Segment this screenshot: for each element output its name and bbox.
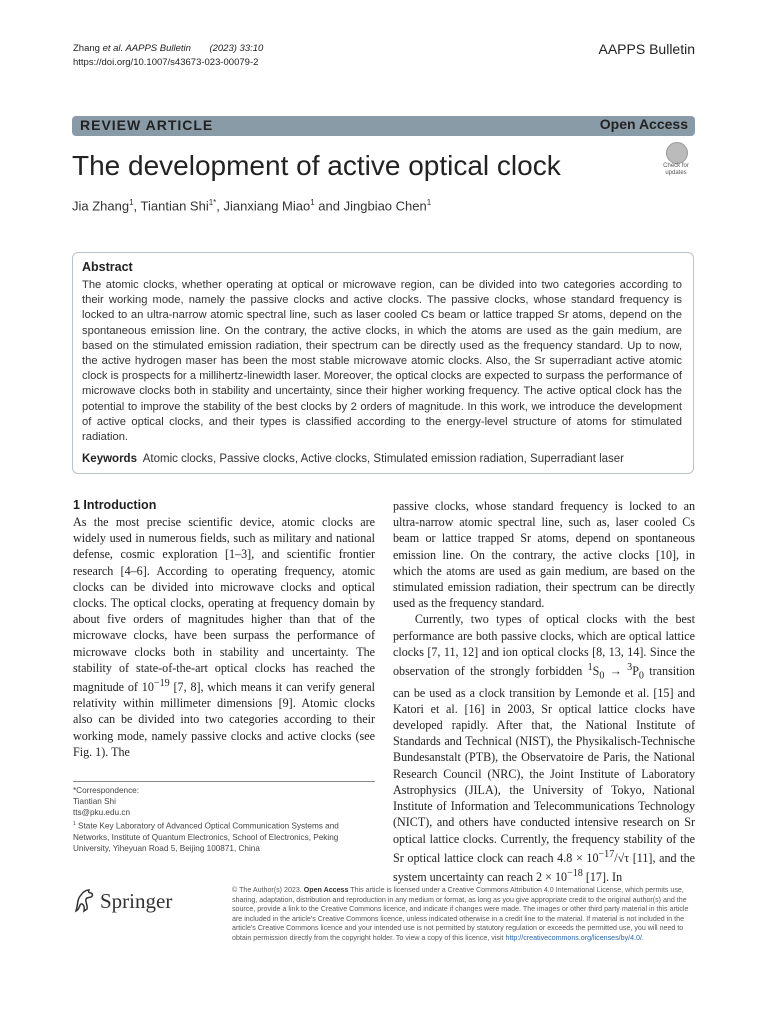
body-column-right <box>393 498 695 885</box>
citation-authors: Zhang <box>73 43 100 54</box>
transition-arrow: → <box>604 664 628 679</box>
paper-title: The development of active optical clock <box>72 150 561 181</box>
body-text: /√τ [11], and the system uncertainty can reach 2 × 10 <box>393 850 695 884</box>
body-text: As the most precise scientific device, atomic clocks are widely used in numerous fields, such as military and national defense, cosmic exploration [1–3], and scientific frontier research [4–6]. According to operating frequency, atomic clocks can be divided into microwave clocks and optical clocks. The optical clocks, operating at frequency domain by about five orders of magnitudes higher than that of the microwave clocks, have been surpass the performance of microwave clocks both in stability and uncertainty. The stability of state-of-the-art optical clocks has reached the magnitude of 10 <box>73 515 375 695</box>
author-affiliation-mark: 1 <box>426 198 432 207</box>
license-copyright: © The Author(s) 2023. <box>232 886 304 894</box>
term-superscript: 3 <box>627 662 633 674</box>
check-for-updates-badge[interactable] <box>656 142 696 180</box>
springer-wordmark: Springer <box>100 889 173 913</box>
author-affiliation-mark: 1* <box>208 198 217 207</box>
author-conjunction: and <box>314 198 344 214</box>
term-superscript: 1 <box>587 662 593 674</box>
exponent: −17 <box>598 848 615 860</box>
correspondence-email[interactable]: tts@pku.edu.cn <box>73 808 131 818</box>
body-text: Currently, two types of optical clocks with the best performance are both passive clocks, which are optical lattice clocks [7, 11, 12] and ion optical clocks [8, 13, 14]. Since the observation of the strongly forbidden <box>393 612 695 679</box>
footnote-line: *Correspondence: <box>73 786 139 795</box>
affiliation-line: State Key Laboratory of Advanced Optical Communication Systems and Networks, Institute of Quantum Electronics, School of Electronics, Peking University, Yiheyuan Road 5, Beijing 100871, China <box>73 821 339 853</box>
section-heading: 1 Introduction <box>73 498 157 512</box>
author-name: Tiantian Shi <box>140 198 209 214</box>
springer-horse-icon <box>72 887 96 913</box>
author-affiliation-mark: 1 <box>129 198 134 207</box>
article-type-label: REVIEW ARTICLE <box>80 117 214 133</box>
correspondence-footnote <box>73 785 375 854</box>
term-symbol: S <box>592 664 600 679</box>
open-access-label: Open Access <box>599 116 688 132</box>
footnote-line: Tiantian Shi <box>73 797 116 807</box>
author-name: Jingbiao Chen <box>343 198 427 214</box>
citation-header <box>73 42 263 70</box>
term-symbol: P <box>632 664 639 679</box>
springer-logo <box>72 885 192 919</box>
body-text: [17]. In <box>582 869 623 884</box>
license-open-access: Open Access <box>303 886 349 894</box>
citation-volume: (2023) 33:10 <box>209 43 264 54</box>
abstract-heading: Abstract <box>82 260 133 274</box>
license-notice <box>232 886 694 944</box>
author-name: Jia Zhang <box>72 198 130 214</box>
author-name: Jianxiang Miao <box>223 198 311 214</box>
term-subscript: 0 <box>599 670 605 682</box>
check-updates-icon <box>666 142 688 164</box>
license-end: . <box>641 933 644 942</box>
author-affiliation-mark: 1 <box>310 198 315 207</box>
keywords-label: Keywords <box>82 453 137 465</box>
citation-journal: et al. AAPPS Bulletin <box>102 43 191 54</box>
body-column-left <box>73 514 375 760</box>
keywords-list: Atomic clocks, Passive clocks, Active clocks, Stimulated emission radiation, Superradiant laser <box>142 453 625 465</box>
body-text: [7, 8], which means it can verify general relativity within millimeter dimensions [9]. Atomic clocks also can be divided into two categories according to their working mode, namely passive clocks and active clocks (see Fig. 1). The <box>73 680 375 759</box>
footnote-divider <box>73 781 375 782</box>
license-url[interactable]: http://creativecommons.org/licenses/by/4.0/ <box>505 933 642 942</box>
term-subscript: 0 <box>638 670 644 682</box>
abstract-text: The atomic clocks, whether operating at optical or microwave region, can be divided into two categories according to their working mode, namely the passive clocks and active clocks. The passive clocks, whose standard frequency is locked to an ultra-narrow atomic spectral line, such as laser cooled Cs beam or lattice trapped Sr atoms, depend on the spontaneous emission line. On the contrary, the active clocks, in which the atoms are used as the gain medium, are based on the stimulated emission radiation, their spectrum can be directly used as the frequency standard. Up to now, the active hydrogen maser has been the most stable microwave atomic clocks. Also, the Sr superradiant active atomic clock is prospects for a millihertz-linewidth laser. Moreover, the optical clocks are expected to surpass the performance of microwave clocks both in stability and uncertainty, since their higher working frequency. The active optical clock has the potential to improve the stability of the best clocks by 2 orders of magnitude. In this work, we introduce the development of active optical clocks, and their types is classified according to the energy-level structure of atoms for stimulated radiation. <box>82 279 682 444</box>
affiliation-mark: 1 <box>73 820 76 827</box>
keywords-line <box>82 453 687 465</box>
check-updates-label: Check for updates <box>663 163 689 176</box>
license-text: This article is licensed under a Creative Commons Attribution 4.0 International License, which permits use, sharing, adaptation, distribution and reproduction in any medium or format, as long as you give appropriate credit to the original author(s) and the source, provide a link to the Creative Commons licence, and indicate if changes were made. The images or other third party material in this article are included in the article's Creative Commons licence, unless indicated otherwise in a credit line to the material. If material is not included in the article's Creative Commons licence and your intended use is not permitted by statutory regulation or exceeds the permitted use, you will need to obtain permission directly from the copyright holder. To view a copy of this licence, visit <box>232 886 689 942</box>
body-text: transition can be used as a clock transition by Lemonde et al. [15] and Katori et al. [16] in 2003, Sr optical lattice clocks have developed rapidly. After that, the National Institute of Standards and Technical (NIST), the Physikalisch-Technische Bundesanstalt (PTB), the Observatoire de Paris, the National Research Council (NRC), the Joint Institute of Laboratory Astrophysics (JILA), the University of Tokyo, National Institute of Information and Telecommunications Technology (NICT), and others have conducted intensive research on Sr optical lattice clocks. Currently, the frequency stability of the Sr optical lattice clock can reach 4.8 × 10 <box>393 664 695 865</box>
exponent: −18 <box>567 867 583 879</box>
exponent: −19 <box>153 678 170 690</box>
journal-name: AAPPS Bulletin <box>598 41 695 57</box>
author-list: Jia Zhang$^1$, Tiantian Shi$^{1*}$, Jianxiang Miao$^1$ and Jingbiao Chen$^1$ <box>72 198 432 214</box>
doi-link[interactable]: https://doi.org/10.1007/s43673-023-00079-2 <box>73 57 259 68</box>
body-text: passive clocks, whose standard frequency is locked to an ultra-narrow atomic spectral line, such as, laser cooled Cs beam or lattice trapped Sr atoms, depend on spontaneous emission line. On the contrary, the active clocks [10], in which the atoms are used as gain medium, are based on the stimulated emission radiation, their spectrum can be directly used as the frequency standard. <box>393 499 695 611</box>
affiliation-text <box>73 819 375 854</box>
